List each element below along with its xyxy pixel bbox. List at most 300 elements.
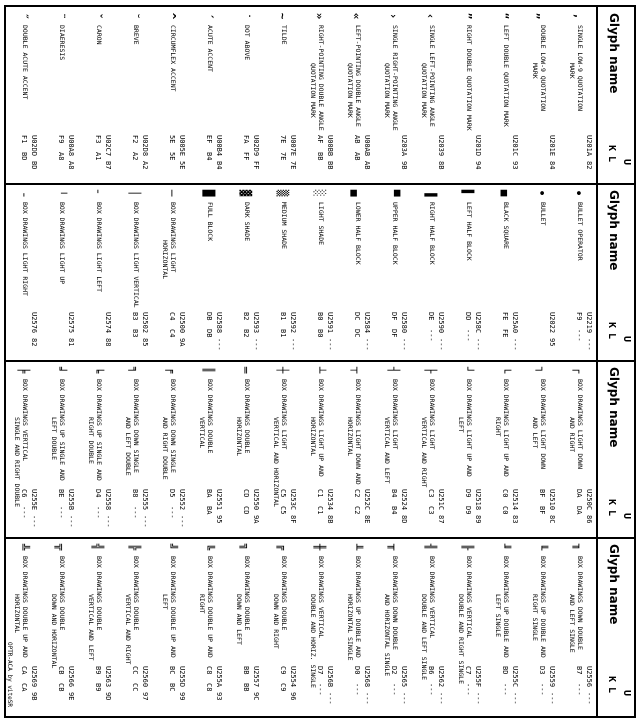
glyph-name: RIGHT HALF BLOCK — [428, 202, 436, 265]
code-k: BA — [205, 489, 213, 498]
unicode-code: U255E — [30, 489, 38, 511]
header-glyph-name: Glyph name — [607, 13, 621, 94]
code-l: --- — [168, 506, 176, 519]
glyph-row — [485, 538, 522, 716]
glyph-row — [263, 361, 300, 537]
glyph-name-cont: QUOTATION MARK — [309, 63, 317, 118]
code-k: B1 — [279, 312, 287, 321]
glyph-name: BOX DRAWINGS LIGHT DOWN AND — [354, 379, 362, 485]
code-k: BB — [242, 666, 250, 675]
code-l: FF — [242, 152, 250, 161]
glyph-row — [152, 361, 189, 537]
glyph-name: BOX DRAWINGS UP SINGLE AND — [95, 379, 103, 481]
glyph-sample: ╛ — [54, 366, 67, 374]
glyph-name: BOX DRAWINGS LIGHT UP AND — [465, 379, 473, 477]
glyph-name-cont: DOWN AND RIGHT — [272, 594, 280, 649]
unicode-code: U00A8 — [67, 135, 75, 157]
code-k: DA — [575, 489, 583, 498]
code-u: --- — [67, 515, 75, 528]
glyph-sample: ╖ — [572, 543, 585, 551]
glyph-name: ACUTE ACCENT — [206, 25, 214, 72]
glyph-sample: ╚ — [202, 543, 215, 551]
glyph-name: LIGHT SHADE — [317, 202, 325, 246]
code-k: BC — [168, 666, 176, 675]
code-k: DF — [390, 312, 398, 321]
code-l: C8 — [205, 683, 213, 692]
unicode-code: U2559 — [548, 666, 556, 688]
code-l: --- — [575, 683, 583, 696]
code-k: BD — [501, 666, 509, 675]
glyph-sample: ╶ — [17, 189, 30, 197]
glyph-name: BOX DRAWINGS VERTICAL — [428, 556, 436, 639]
glyph-name: BOX DRAWINGS DOUBLE UP AND — [169, 556, 177, 658]
glyph-name: SINGLE RIGHT-POINTING ANGLE — [391, 25, 399, 131]
code-u: --- — [363, 692, 371, 705]
code-l: B1 — [279, 329, 287, 338]
code-u: 9B — [400, 161, 408, 170]
glyph-row — [559, 184, 596, 360]
code-l: C5 — [279, 506, 287, 515]
glyph-name: DOUBLE LOW-9 QUOTATION — [539, 25, 547, 112]
header-k: K — [606, 499, 617, 511]
glyph-name: BOX DRAWINGS LIGHT UP — [58, 202, 66, 285]
code-u: 97 — [141, 692, 149, 701]
code-l: DB — [205, 329, 213, 338]
glyph-name-cont: LEFT DOUBLE — [50, 417, 58, 461]
code-u: --- — [141, 515, 149, 528]
code-k: CC — [131, 666, 139, 675]
unicode-code: U2557 — [252, 666, 260, 688]
unicode-code: U256B — [326, 666, 334, 688]
glyph-name: BOX DRAWINGS DOWN DOUBLE — [576, 556, 584, 650]
code-u: A2 — [141, 161, 149, 170]
code-u: 8C — [548, 515, 556, 524]
glyph-name: LEFT-POINTING DOUBLE ANGLE — [354, 25, 362, 127]
code-k: F2 — [131, 135, 139, 144]
unicode-code: U2569 — [30, 666, 38, 688]
code-l: BA — [205, 506, 213, 515]
code-u: --- — [511, 692, 519, 705]
code-l: --- — [427, 683, 435, 696]
glyph-name-cont: DOUBLE AND RIGHT SINGLE — [457, 594, 465, 685]
glyph-sample: ┤ — [387, 366, 400, 374]
code-k: C5 — [279, 489, 287, 498]
code-u: 86 — [585, 515, 593, 524]
glyph-name: DARK SHADE — [243, 202, 251, 242]
code-l: C4 — [168, 329, 176, 338]
unicode-code: U00AB — [363, 135, 371, 157]
code-l: --- — [94, 506, 102, 519]
code-k: F1 — [20, 135, 28, 144]
glyph-row — [337, 184, 374, 360]
code-u: 9A — [178, 338, 186, 347]
glyph-name-cont: MARK — [568, 63, 576, 79]
header-glyph-name: Glyph name — [607, 544, 621, 625]
glyph-sample: ═ — [239, 366, 252, 374]
code-l: --- — [353, 683, 361, 696]
glyph-name: BOX DRAWINGS LIGHT — [391, 379, 399, 450]
code-u: 5E — [178, 161, 186, 170]
unicode-code: U201D — [474, 135, 482, 157]
code-u: --- — [215, 338, 223, 351]
code-u: 9C — [252, 692, 260, 701]
glyph-name: SINGLE LOW-9 QUOTATION — [576, 25, 584, 112]
code-k: B4 — [390, 489, 398, 498]
glyph-sample: ╘ — [91, 366, 104, 374]
glyph-name: BOX DRAWINGS VERTICAL — [465, 556, 473, 639]
glyph-name-cont: DOUBLE AND HORIZ. SINGLE — [309, 594, 317, 688]
code-l: --- — [390, 683, 398, 696]
glyph-sample: ┼ — [276, 366, 289, 374]
unicode-code: U25A0 — [511, 312, 519, 334]
code-u: 88 — [104, 338, 112, 347]
code-l: DA — [575, 506, 583, 515]
glyph-name: CARON — [95, 25, 103, 45]
code-u: --- — [474, 692, 482, 705]
code-u: 9D — [104, 692, 112, 701]
glyph-name: BULLET — [539, 202, 547, 226]
code-l: --- — [316, 683, 324, 696]
glyph-row — [374, 184, 411, 360]
glyph-name-cont: HORIZONTAL — [346, 417, 354, 457]
code-u: 85 — [141, 338, 149, 347]
code-l: BB — [316, 152, 324, 161]
glyph-row — [41, 538, 78, 716]
code-u: 8E — [363, 515, 371, 524]
header-l: L — [606, 687, 617, 699]
code-u: --- — [363, 338, 371, 351]
glyph-sample: ╕ — [128, 366, 141, 374]
header-l: L — [606, 510, 617, 522]
header-l: L — [606, 156, 617, 168]
glyph-name: DIAERESIS — [58, 25, 66, 61]
unicode-code: U2562 — [437, 666, 445, 688]
glyph-row — [300, 7, 337, 183]
code-k: DE — [427, 312, 435, 321]
glyph-sample: › — [387, 12, 400, 20]
glyph-name: MEDIUM SHADE — [280, 202, 288, 249]
unicode-code: U250C — [585, 489, 593, 511]
code-l: --- — [538, 683, 546, 696]
column-header — [596, 184, 634, 360]
glyph-row — [448, 538, 485, 716]
glyph-column — [6, 7, 634, 185]
glyph-sample: └ — [498, 366, 511, 374]
glyph-sample: ˘ — [128, 12, 141, 20]
code-u: --- — [326, 692, 334, 705]
glyph-sample: ■ — [498, 189, 511, 197]
code-l: --- — [464, 683, 472, 696]
code-l: DC — [353, 329, 361, 338]
unicode-code: U2551 — [215, 489, 223, 511]
glyph-row — [189, 7, 226, 183]
glyph-name: BOX DRAWINGS VERTICAL — [21, 379, 29, 462]
code-u: --- — [548, 692, 556, 705]
code-l: CB — [57, 683, 65, 692]
unicode-code: U2514 — [511, 489, 519, 511]
glyph-name-cont: RIGHT DOUBLE — [87, 417, 95, 464]
glyph-name: BOX DRAWINGS LIGHT VERTICAL — [132, 202, 140, 308]
glyph-row — [300, 361, 337, 537]
unicode-code: U2576 — [30, 312, 38, 334]
glyph-name-cont: VERTICAL AND RIGHT — [124, 594, 132, 665]
code-l: A2 — [131, 152, 139, 161]
code-k: D4 — [94, 489, 102, 498]
glyph-sample: ¨ — [54, 12, 67, 20]
glyph-name: SINGLE LEFT-POINTING ANGLE — [428, 25, 436, 127]
glyph-sample: « — [350, 12, 363, 20]
code-u: 96 — [289, 692, 297, 701]
header-u: U — [621, 690, 632, 697]
glyph-name-cont: QUOTATION MARK — [346, 63, 354, 118]
glyph-row — [522, 184, 559, 360]
header-kl — [606, 676, 616, 698]
code-k: B3 — [131, 312, 139, 321]
unicode-code: U2219 — [585, 312, 593, 334]
glyph-sample: ╩ — [17, 543, 30, 551]
code-l: FE — [501, 329, 509, 338]
unicode-code: U251C — [437, 489, 445, 511]
code-u: --- — [289, 338, 297, 351]
glyph-name-cont: RIGHT SINGLE — [531, 594, 539, 641]
code-k: B6 — [427, 666, 435, 675]
code-k: B2 — [242, 312, 250, 321]
code-u: 82 — [30, 338, 38, 347]
glyph-name-cont: VERTICAL AND LEFT — [383, 417, 391, 484]
glyph-name: BOX DRAWINGS UP DOUBLE AND — [539, 556, 547, 658]
glyph-sample: ˇ — [91, 12, 104, 20]
glyph-name: BOX DRAWINGS DOWN SINGLE — [132, 379, 140, 473]
code-l: --- — [464, 329, 472, 342]
glyph-sample: ˝ — [17, 12, 30, 20]
glyph-sample: ╝ — [165, 543, 178, 551]
header-kl — [606, 145, 616, 167]
glyph-sample: ╥ — [387, 543, 400, 551]
code-l: BB — [242, 683, 250, 692]
code-u: --- — [437, 338, 445, 351]
code-k: C1 — [316, 489, 324, 498]
code-l: AB — [353, 152, 361, 161]
unicode-code: U02DD — [30, 135, 38, 157]
code-u: 8B — [326, 515, 334, 524]
glyph-name-cont: AND RIGHT — [568, 417, 576, 453]
glyph-sample: │ — [128, 189, 141, 197]
glyph-name-cont: QUOTATION MARK — [383, 63, 391, 118]
code-u: 8B — [437, 161, 445, 170]
glyph-row — [226, 361, 263, 537]
glyph-name: BOX DRAWINGS LIGHT — [428, 379, 436, 450]
glyph-sample: ┴ — [313, 366, 326, 374]
unicode-code: U2552 — [178, 489, 186, 511]
glyph-name-cont: AND LEFT DOUBLE — [124, 417, 132, 476]
header-k: K — [606, 145, 617, 157]
glyph-row — [337, 7, 374, 183]
code-u: --- — [400, 338, 408, 351]
glyph-row — [0, 361, 4, 537]
glyph-name-cont: DOWN AND HORIZONTAL — [50, 594, 58, 669]
glyph-sample: ” — [461, 12, 474, 20]
glyph-row — [78, 184, 115, 360]
glyph-row — [559, 538, 596, 716]
glyph-name: BLACK SQUARE — [502, 202, 510, 249]
code-k: B0 — [316, 312, 324, 321]
glyph-name: BOX DRAWINGS LIGHT LEFT — [95, 202, 103, 293]
glyph-sample: ╞ — [17, 366, 30, 374]
code-l: B2 — [242, 329, 250, 338]
glyph-row — [41, 184, 78, 360]
glyph-name: TILDE — [280, 25, 288, 45]
glyph-name-cont: VERTICAL AND LEFT — [87, 594, 95, 661]
code-k: C3 — [427, 489, 435, 498]
glyph-sample: ├ — [424, 366, 437, 374]
glyph-name-cont: VERTICAL AND HORIZONTAL — [272, 417, 280, 508]
unicode-code: U2518 — [474, 489, 482, 511]
glyph-sample: ─ — [165, 189, 178, 197]
code-u: 81 — [67, 338, 75, 347]
glyph-name: BOX DRAWINGS DOUBLE — [243, 556, 251, 631]
glyph-name: FULL BLOCK — [206, 202, 214, 242]
unicode-code: U02D9 — [252, 135, 260, 157]
code-l: C9 — [279, 683, 287, 692]
code-k: D7 — [316, 666, 324, 675]
unicode-code: U2588 — [215, 312, 223, 334]
glyph-sample: ˙ — [239, 12, 252, 20]
glyph-row — [337, 361, 374, 537]
glyph-sample: ╒ — [165, 366, 178, 374]
code-u: BD — [30, 161, 38, 170]
glyph-row — [189, 538, 226, 716]
code-u: BB — [326, 161, 334, 170]
header-u: U — [621, 513, 632, 520]
unicode-code: U2022 — [548, 312, 556, 334]
glyph-sample: ╴ — [91, 189, 104, 197]
code-l: B0 — [316, 329, 324, 338]
glyph-column — [6, 184, 634, 362]
glyph-name-cont: VERTICAL AND RIGHT — [420, 417, 428, 488]
glyph-name-cont: HORIZONTAL — [235, 417, 243, 457]
glyph-name: BOX DRAWINGS DOUBLE — [206, 379, 214, 454]
glyph-sample: ┘ — [461, 366, 474, 374]
unicode-code: U2590 — [437, 312, 445, 334]
glyph-sample: ▀ — [387, 189, 400, 197]
glyph-name: BOX DRAWINGS DOUBLE UP AND — [21, 556, 29, 658]
glyph-name-cont: HORIZONTAL — [309, 417, 317, 457]
code-l: BC — [168, 683, 176, 692]
code-k: FE — [501, 312, 509, 321]
unicode-code: U2534 — [326, 489, 334, 511]
code-u: A8 — [67, 161, 75, 170]
unicode-code: U2560 — [141, 666, 149, 688]
glyph-row — [115, 361, 152, 537]
glyph-row — [78, 7, 115, 183]
glyph-name: BOX DRAWINGS VERTICAL — [317, 556, 325, 639]
header-k: K — [606, 322, 617, 334]
code-u: --- — [474, 338, 482, 351]
glyph-name: BOX DRAWINGS DOUBLE — [58, 556, 66, 631]
glyph-name: BOX DRAWINGS UP DOUBLE AND — [502, 556, 510, 658]
unicode-code: U2575 — [67, 312, 75, 334]
glyph-sample: ‚ — [572, 12, 585, 20]
glyph-sample: ▒ — [276, 189, 289, 197]
code-k: C7 — [464, 666, 472, 675]
unicode-code: U201C — [511, 135, 519, 157]
glyph-row — [115, 7, 152, 183]
chart-frame — [4, 5, 636, 718]
code-u: --- — [585, 692, 593, 705]
unicode-code: U2563 — [104, 666, 112, 688]
glyph-sample: ╟ — [461, 543, 474, 551]
glyph-sample: “ — [498, 12, 511, 20]
glyph-row — [374, 361, 411, 537]
glyph-rows — [0, 184, 596, 360]
glyph-row — [152, 538, 189, 716]
unicode-code: U2584 — [363, 312, 371, 334]
glyph-name: BOX DRAWINGS DOUBLE — [95, 556, 103, 631]
code-k: CA — [20, 666, 28, 675]
code-k: B9 — [94, 666, 102, 675]
glyph-name-cont: SINGLE AND RIGHT DOUBLE — [13, 417, 21, 508]
glyph-sample: ∙ — [572, 189, 585, 197]
glyph-row — [485, 184, 522, 360]
unicode-code: U2500 — [178, 312, 186, 334]
code-l: B4 — [390, 506, 398, 515]
code-k: D5 — [168, 489, 176, 498]
code-u: --- — [178, 515, 186, 528]
glyph-sample: ┬ — [350, 366, 363, 374]
unicode-code: U258C — [474, 312, 482, 334]
glyph-row — [374, 538, 411, 716]
code-u: 84 — [548, 161, 556, 170]
glyph-column — [6, 538, 634, 716]
header-glyph-name: Glyph name — [607, 367, 621, 448]
code-k: DD — [464, 312, 472, 321]
unicode-code: U201E — [548, 135, 556, 157]
unicode-code: U2574 — [104, 312, 112, 334]
code-u: 83 — [511, 515, 519, 524]
unicode-code: U2554 — [289, 666, 297, 688]
code-k: AB — [353, 135, 361, 144]
code-u: 93 — [511, 161, 519, 170]
glyph-name: BOX DRAWINGS UP SINGLE AND — [58, 379, 66, 481]
glyph-row — [0, 184, 4, 360]
header-l: L — [606, 333, 617, 345]
code-k: FA — [242, 135, 250, 144]
glyph-column — [6, 361, 634, 539]
unicode-code: U2591 — [326, 312, 334, 334]
glyph-row — [152, 7, 189, 183]
glyph-row — [559, 361, 596, 537]
glyph-row — [448, 7, 485, 183]
code-k: F9 — [575, 312, 583, 321]
glyph-row — [411, 361, 448, 537]
glyph-row — [448, 184, 485, 360]
unicode-code: U255B — [67, 489, 75, 511]
code-u: 95 — [215, 515, 223, 524]
glyph-sample: ╨ — [350, 543, 363, 551]
unicode-code: U2566 — [67, 666, 75, 688]
glyph-sample: ╦ — [54, 543, 67, 551]
code-u: --- — [30, 515, 38, 528]
code-l: D9 — [464, 506, 472, 515]
glyph-name: BOX DRAWINGS DOUBLE — [132, 556, 140, 631]
unicode-code: U2555 — [141, 489, 149, 511]
glyph-row — [189, 361, 226, 537]
code-k: CB — [57, 666, 65, 675]
glyph-name: BOX DRAWINGS DOWN DOUBLE — [391, 556, 399, 650]
glyph-row — [263, 538, 300, 716]
header-k: K — [606, 676, 617, 688]
code-u: B7 — [104, 161, 112, 170]
